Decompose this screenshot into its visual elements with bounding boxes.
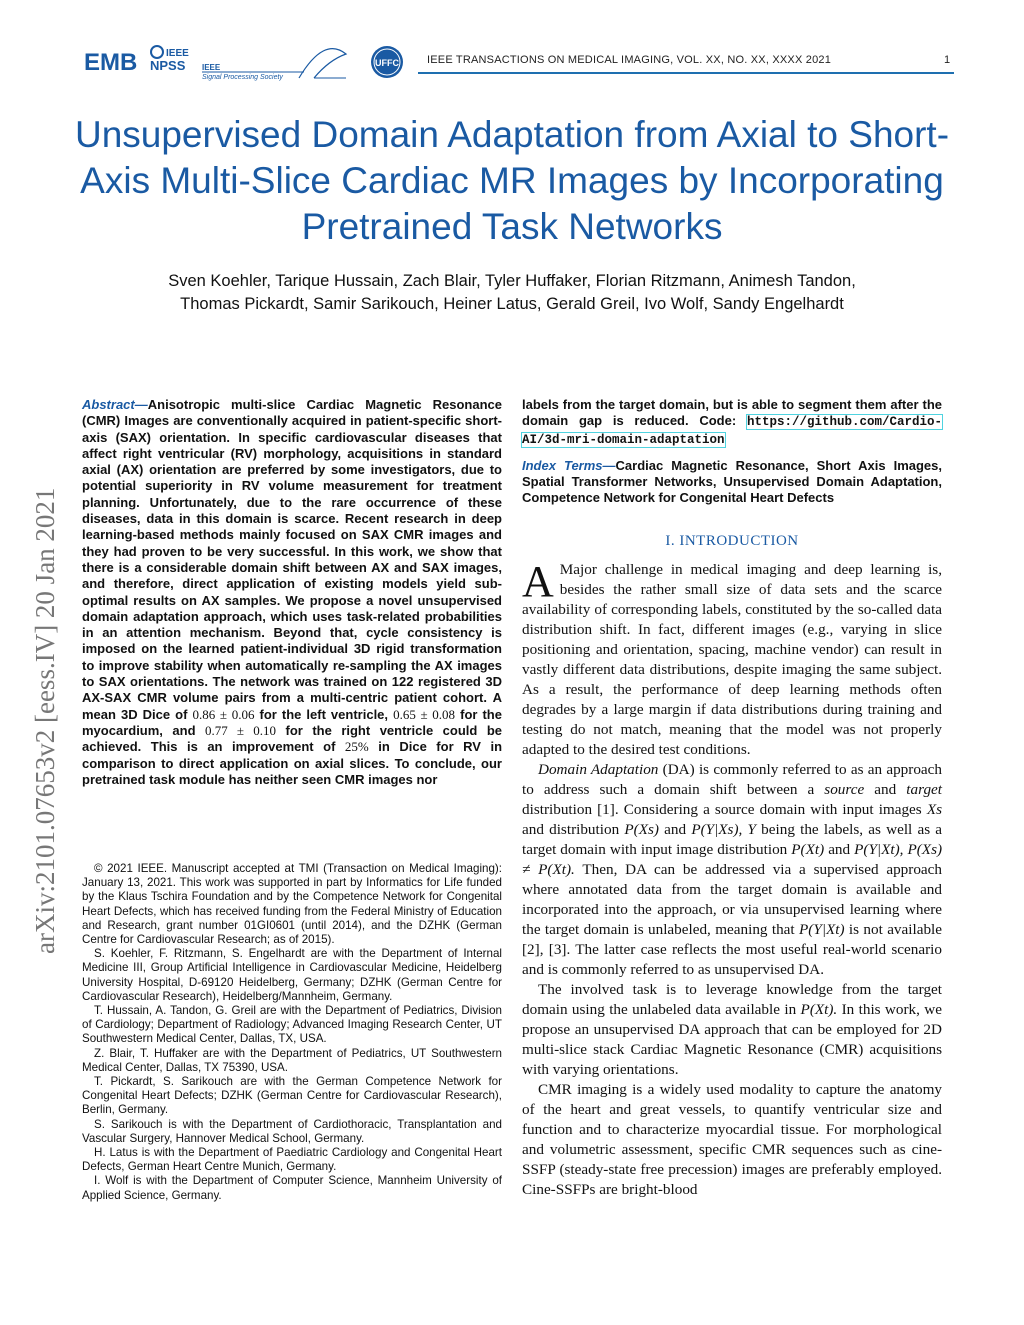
text: being the labels, as well as a target domain with input image distribution bbox=[522, 820, 943, 858]
ieee-npss-logo bbox=[150, 46, 189, 73]
text: distribution [1]. Considering a source domain with input images bbox=[522, 800, 922, 818]
abstract-continuation bbox=[522, 397, 942, 448]
svg-text:IEEE: IEEE bbox=[166, 48, 189, 59]
index-terms-label: Index Terms— bbox=[522, 457, 616, 473]
ieee-sps-logo bbox=[202, 49, 346, 81]
index-terms-text: Cardiac Magnetic Resonance, Short Axis Images, Spatial Transformer Networks, Unsupervised Domain Adaptation, Competence Network for Congenital Heart Defects bbox=[522, 457, 942, 506]
code-link[interactable]: https://github.com/Cardio-AI/3d-mri-domain-adaptation bbox=[522, 415, 942, 447]
society-logos bbox=[84, 40, 414, 84]
svg-text:EMB: EMB bbox=[84, 49, 138, 76]
page-number: 1 bbox=[944, 54, 951, 66]
math-xs: Xs bbox=[926, 800, 942, 818]
author-list bbox=[60, 270, 964, 316]
paper-title: Unsupervised Domain Adaptation from Axial to Short-Axis Multi-Slice Cardiac MR Images by Incorporating Pretrained Task Networks bbox=[74, 114, 950, 247]
math-pyxs: P(Y|Xs), bbox=[691, 820, 743, 838]
text: and bbox=[828, 840, 851, 858]
abstract bbox=[82, 397, 502, 788]
arxiv-id: arXiv:2101.07653v2 [eess.IV] 20 Jan 2021 bbox=[30, 487, 60, 954]
dice-lv: 0.86 ± 0.06 bbox=[192, 706, 255, 722]
uffc-logo bbox=[371, 46, 403, 78]
drop-cap: A bbox=[522, 556, 554, 606]
intro-paragraph-1-text: Major challenge in medical imaging and deep learning is, besides the rather small size of data sets and the scarce availability of corresponding labels, constituted by the so-called data distribution shift. In fact, different images (e.g., varying in slice positioning and orientation, spacing, machine vendor) can result in vastly different data distributions, despite imaging the same subject. As a result, the performance of deep learning methods often degrades by a large margin if data distributions during training and testing do not match, meaning that the model was not properly adapted to the desired test conditions. bbox=[522, 560, 942, 758]
footnote-affiliation: T. Pickardt, S. Sarikouch are with the German Competence Network for Congenital Heart Defects; DZHK (German Centre for Cardiovascular Research), Berlin, Germany. bbox=[82, 1075, 502, 1117]
footnote-affiliation: H. Latus is with the Department of Paediatric Cardiology and Congenital Heart Defects, German Heart Centre Munich, Germany. bbox=[82, 1146, 502, 1174]
intro-paragraph-3 bbox=[522, 980, 942, 1080]
abstract-text-3: for the myocardium, and bbox=[82, 706, 502, 738]
emb-logo bbox=[84, 49, 137, 76]
intro-paragraph-2 bbox=[522, 760, 942, 980]
text: and distribution bbox=[522, 820, 620, 838]
arxiv-stamp bbox=[22, 360, 64, 960]
math-pxt: P(Xt). bbox=[800, 1000, 838, 1018]
authors-line-2: Thomas Pickardt, Samir Sarikouch, Heiner Latus, Gerald Greil, Ivo Wolf, Sandy Engelhardt bbox=[180, 295, 844, 313]
text: Then, DA can be addressed via a supervised approach where annotated data from the target domain is available and incorporated into the approach, or via unsupervised learning where the target domain is unlabeled, meaning that bbox=[522, 860, 942, 938]
footnote-affiliation: T. Hussain, A. Tandon, G. Greil are with the Department of Pediatrics, Division of Cardiology; Department of Radiology; Advanced Imaging Research Center, UT Southwestern Medical Center, Dallas, TX, USA. bbox=[82, 1004, 502, 1046]
math-pxs: P(Xs) bbox=[624, 820, 659, 838]
dice-improvement: 25% bbox=[344, 739, 369, 755]
dice-myo: 0.65 ± 0.08 bbox=[393, 706, 456, 722]
footnote-affiliation: Z. Blair, T. Huffaker are with the Department of Pediatrics, UT Southwestern Medical Center, Dallas, TX 75390, USA. bbox=[82, 1046, 502, 1074]
footnote-affiliation: S. Sarikouch is with the Department of Cardiothoracic, Transplantation and Vascular Surgery, Hannover Medical School, Germany. bbox=[82, 1117, 502, 1145]
footnote-copyright: © 2021 IEEE. Manuscript accepted at TMI (Transaction on Medical Imaging): January 13, 2021. This work was supported in part by Informatics for Life funded by the Klaus Tschira Foundation and by the Competence Network for Congenital Heart Defects, which has received funding from the Federal Ministry of Education and Research, grant number 01GI0601 (until 2014), and the DZHK (German Centre for Cardiovascular Research; as of 2015). bbox=[82, 862, 502, 947]
journal-header: IEEE TRANSACTIONS ON MEDICAL IMAGING, VOL. XX, NO. XX, XXXX 2021 bbox=[427, 54, 832, 66]
abstract-text-1: Anisotropic multi-slice Cardiac Magnetic Resonance (CMR) Images are conventionally acquired in patient-specific short-axis (SAX) orientation. In specific cardiovascular diseases that affect right ventricular (RV) morphology, acquisitions in standard axial (AX) orientation are preferred by some investigators, due to potential superiority in RV volume measurement for treatment planning. Unfortunately, due to the rare occurrence of these diseases, data in this domain is scarce. Recent research in deep learning-based methods mainly focused on SAX CMR images and they had proven to be very successful. In this work, we show that there is a considerable domain shift between AX and SAX images, and therefore, direct application of existing models yield sub-optimal results on AX samples. We propose a novel unsupervised domain adaptation approach, which uses task-related probabilities in an attention mechanism. Beyond that, cycle consistency is imposed on the learned patient-individual 3D rigid transformation to improve stability when automatically re-sampling the AX images to SAX orientations. The network was trained on 122 registered 3D AX-SAX CMR volume pairs from a multi-centric patient cohort. A mean 3D Dice of bbox=[82, 397, 502, 722]
intro-paragraph-4: CMR imaging is a widely used modality to capture the anatomy of the heart and great vessels, to quantify ventricular size and function and to characterize myocardial tissue. For morphological and volumetric assessment, specific CMR sequences such as cine-SSFP (steady-state free precession) images are preferably employed. Cine-SSFPs are bright-blood bbox=[522, 1080, 942, 1198]
intro-paragraph-1 bbox=[522, 556, 942, 760]
svg-text:IEEE: IEEE bbox=[202, 63, 221, 72]
text: and bbox=[664, 820, 687, 838]
abstract-text-2: for the left ventricle, bbox=[259, 706, 389, 722]
text: In this work, we propose an unsupervised DA approach that can be employed for 2D multi-slice stack Cardiac Magnetic Resonance (CMR) acquisitions with varying orientations. bbox=[522, 1000, 943, 1078]
term-source: source bbox=[824, 780, 865, 798]
footnote-affiliation: I. Wolf is with the Department of Computer Science, Mannheim University of Applied Science, Germany. bbox=[82, 1174, 502, 1202]
footnote-affiliation: S. Koehler, F. Ritzmann, S. Engelhardt are with the Department of Internal Medicine III, Group Artificial Intelligence in Cardiovascular Medicine, Heidelberg University Hospital, D-69120 Heidelberg, Germany; DZHK (German Centre for Cardiovascular Research), Heidelberg/Mannheim, Germany. bbox=[82, 947, 502, 1003]
section-heading-introduction: I. INTRODUCTION bbox=[665, 532, 799, 549]
text: and bbox=[874, 780, 897, 798]
authors-line-1: Sven Koehler, Tarique Hussain, Zach Blair, Tyler Huffaker, Florian Ritzmann, Animesh Tandon, bbox=[168, 272, 856, 290]
abstract-continuation-text: labels from the target domain, but is able to segment them after the domain gap is reduced. Code: bbox=[522, 397, 942, 429]
math-pyxt: P(Y|Xt) bbox=[799, 920, 845, 938]
text: is not available [2], [3]. The latter case reflects the most useful real-world scenario and is commonly referred to as unsupervised DA. bbox=[522, 920, 943, 978]
right-column bbox=[522, 397, 942, 1200]
svg-text:Signal Processing Society: Signal Processing Society bbox=[202, 74, 283, 81]
text: (DA) is commonly referred to as an approach to address such a domain shift between a bbox=[522, 760, 942, 798]
dice-rv: 0.77 ± 0.10 bbox=[205, 722, 276, 738]
svg-text:NPSS: NPSS bbox=[150, 58, 186, 73]
term-domain-adaptation: Domain Adaptation bbox=[538, 760, 659, 778]
math-pxt: P(Xt) bbox=[791, 840, 825, 858]
abstract-text-5: in Dice for RV in comparison to direct application on axial slices. To conclude, our pretrained task module has neither seen CMR images nor bbox=[82, 739, 503, 787]
abstract-label: Abstract— bbox=[82, 397, 148, 412]
term-target: target bbox=[906, 780, 943, 798]
abstract-text-4: for the right ventricle could be achieved. This is an improvement of bbox=[82, 722, 503, 755]
math-pyxt: P(Y|Xt), P(Xs) ≠ P(Xt). bbox=[522, 840, 943, 878]
index-terms bbox=[522, 458, 942, 507]
header-rule bbox=[418, 72, 954, 74]
footnotes bbox=[82, 862, 502, 1203]
text: The involved task is to leverage knowledge from the target domain using the unlabeled data available in bbox=[522, 980, 942, 1018]
left-column bbox=[82, 397, 502, 788]
svg-text:UFFC: UFFC bbox=[375, 58, 399, 68]
math-y: Y bbox=[747, 820, 756, 838]
